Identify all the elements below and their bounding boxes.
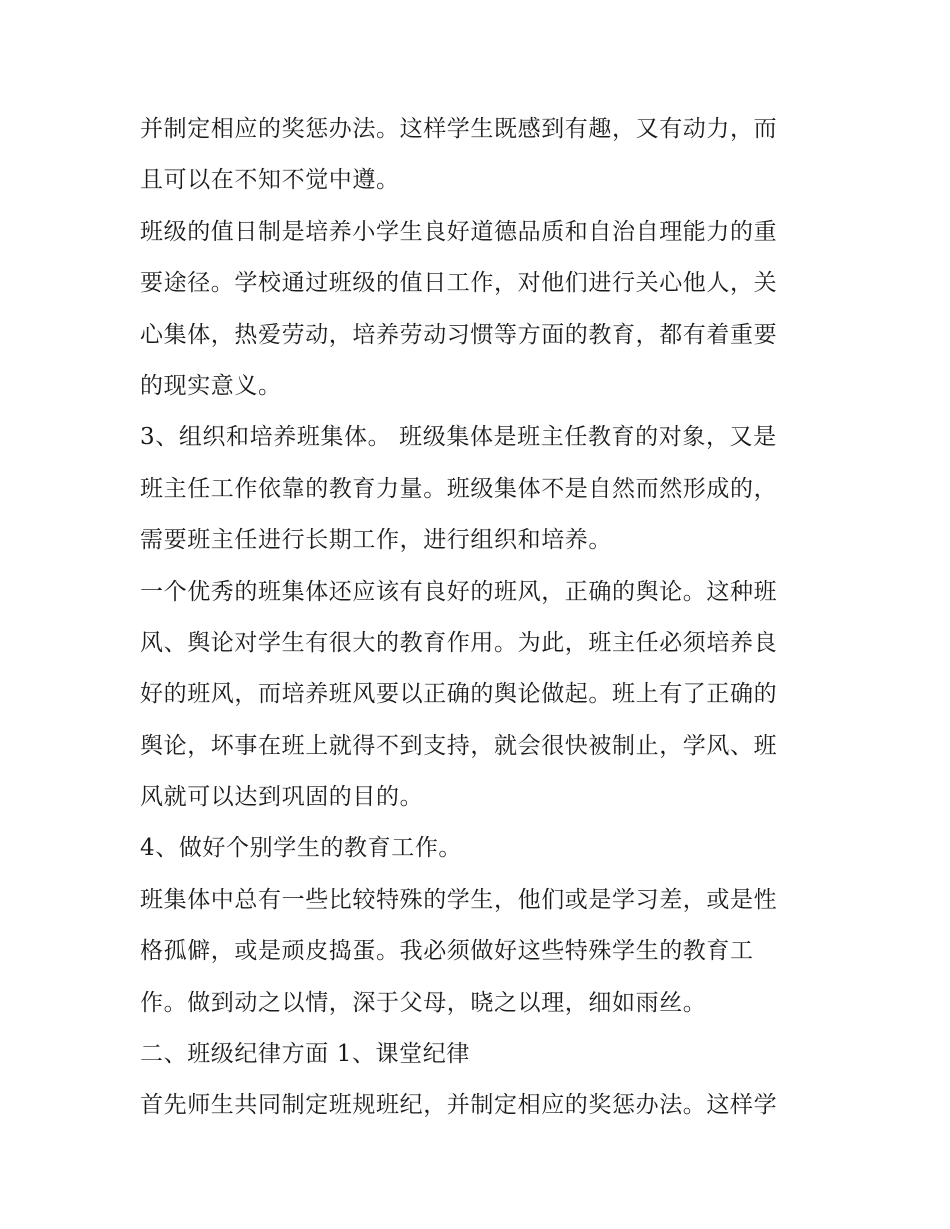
text-line: 并制定相应的奖惩办法。这样学生既感到有趣，又有动力，而 bbox=[140, 116, 778, 142]
text-line: 一个优秀的班集体还应该有良好的班风，正确的舆论。这种班 bbox=[140, 578, 778, 605]
text-line: 要途径。学校通过班级的值日工作，对他们进行关心他人，关 bbox=[140, 270, 778, 297]
text-line: 作。做到动之以情，深于父母，晓之以理，细如雨丝。 bbox=[140, 989, 707, 1016]
text-line: 班级的值日制是培养小学生良好道德品质和自治自理能力的重 bbox=[140, 218, 778, 245]
text-line: 好的班风，而培养班风要以正确的舆论做起。班上有了正确的 bbox=[140, 681, 778, 708]
text-line: 舆论，坏事在班上就得不到支持，就会很快被制止，学风、班 bbox=[140, 732, 778, 759]
text-line: 班集体中总有一些比较特殊的学生，他们或是学习差，或是性 bbox=[140, 886, 778, 913]
section-heading-line: 二、班级纪律方面 1、课堂纪律 bbox=[140, 1041, 470, 1068]
text-line: 班主任工作依靠的教育力量。班级集体不是自然而然形成的， bbox=[140, 475, 778, 502]
text-line: 需要班主任进行长期工作，进行组织和培养。 bbox=[140, 527, 612, 554]
text-line: 风就可以达到巩固的目的。 bbox=[140, 784, 424, 811]
document-body bbox=[140, 104, 812, 1132]
text-line: 格孤僻，或是顽皮捣蛋。我必须做好这些特殊学生的教育工 bbox=[140, 938, 754, 965]
text-line: 风、舆论对学生有很大的教育作用。为此，班主任必须培养良 bbox=[140, 629, 778, 656]
text-line: 的现实意义。 bbox=[140, 372, 282, 399]
section-heading-line: 4、做好个别学生的教育工作。 bbox=[140, 835, 463, 862]
text-line: 且可以在不知不觉中遵。 bbox=[140, 167, 400, 194]
section-heading-line: 3、组织和培养班集体。 班级集体是班主任教育的对象，又是 bbox=[140, 424, 777, 451]
text-line: 首先师生共同制定班规班纪，并制定相应的奖惩办法。这样学 bbox=[140, 1092, 778, 1119]
text-line: 心集体，热爱劳动，培养劳动习惯等方面的教育，都有着重要 bbox=[140, 321, 778, 348]
